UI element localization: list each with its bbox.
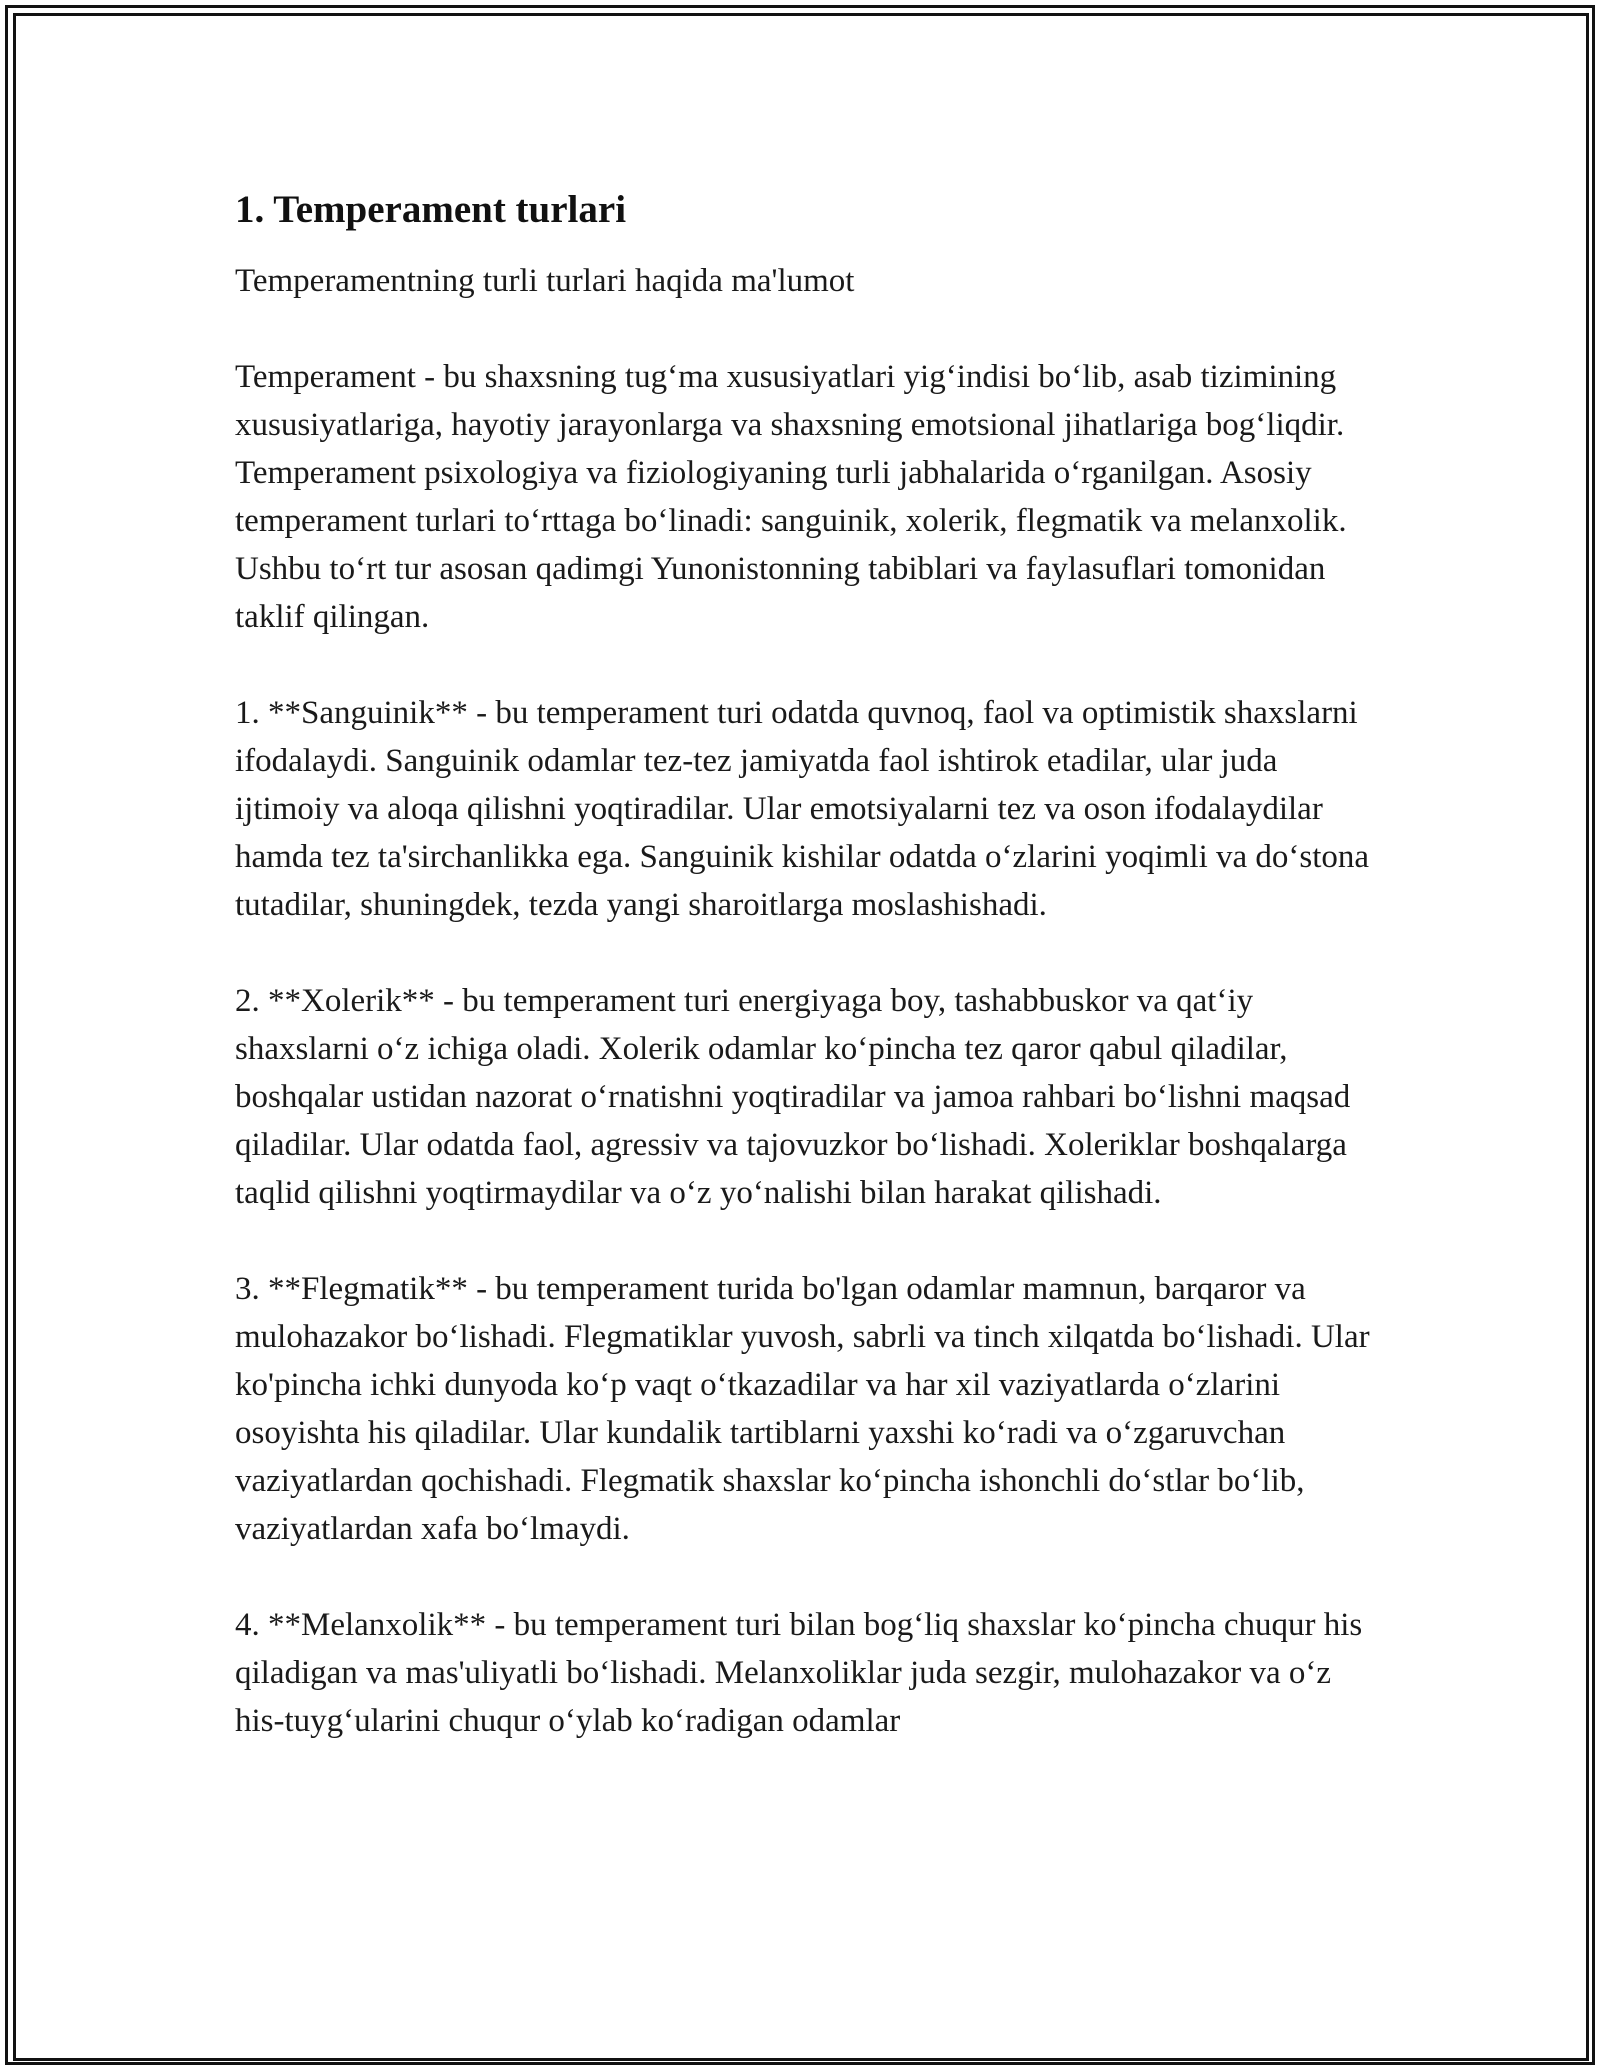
- paragraph-xolerik: 2. **Xolerik** - bu temperament turi energiyaga boy, tashabbuskor va qat‘iy shaxslarni o‘z ichiga oladi. Xolerik odamlar ko‘pincha tez qaror qabul qiladilar, boshqalar ustidan nazorat o‘rnatishni yoqtiradilar va jamoa rahbari bo‘lishni maqsad qiladilar. Ular odatda faol, agressiv va tajovuzkor bo‘lishadi. Xoleriklar boshqalarga taqlid qilishni yoqtirmaydilar va o‘z yo‘nalishi bilan harakat qilishadi.: [235, 983, 1351, 1211]
- subtitle: Temperamentning turli turlari haqida ma'lumot: [235, 263, 855, 299]
- section-heading: 1. Temperament turlari: [235, 188, 627, 231]
- paragraph-intro: Temperament - bu shaxsning tug‘ma xususiyatlari yig‘indisi bo‘lib, asab tizimining xususiyatlariga, hayotiy jarayonlarga va shaxsning emotsional jihatlariga bog‘liqdir. Temperament psixologiya va fiziologiyaning turli jabhalarida o‘rganilgan. Asosiy temperament turlari to‘rttaga bo‘linadi: sanguinik, xolerik, flegmatik va melanxolik. Ushbu to‘rt tur asosan qadimgi Yunonistonning tabiblari va faylasuflari tomonidan taklif qilingan.: [235, 359, 1347, 635]
- paragraph-sanguinik: 1. **Sanguinik** - bu temperament turi odatda quvnoq, faol va optimistik shaxslarni ifodalaydi. Sanguinik odamlar tez-tez jamiyatda faol ishtirok etadilar, ular juda ijtimoiy va aloqa qilishni yoqtiradilar. Ular emotsiyalarni tez va oson ifodalaydilar hamda tez ta'sirchanlikka ega. Sanguinik kishilar odatda o‘zlarini yoqimli va do‘stona tutadilar, shuningdek, tezda yangi sharoitlarga moslashishadi.: [235, 695, 1370, 923]
- paragraph-flegmatik: 3. **Flegmatik** - bu temperament turida bo'lgan odamlar mamnun, barqaror va mulohazakor bo‘lishadi. Flegmatiklar yuvosh, sabrli va tinch xilqatda bo‘lishadi. Ular ko'pincha ichki dunyoda ko‘p vaqt o‘tkazadilar va har xil vaziyatlarda o‘zlarini osoyishta his qiladilar. Ular kundalik tartiblarni yaxshi ko‘radi va o‘zgaruvchan vaziyatlardan qochishadi. Flegmatik shaxslar ko‘pincha ishonchli do‘stlar bo‘lib, vaziyatlardan xafa bo‘lmaydi.: [235, 1271, 1370, 1547]
- document-page: [235, 185, 1385, 1793]
- paragraph-melanxolik: 4. **Melanxolik** - bu temperament turi bilan bog‘liq shaxslar ko‘pincha chuqur his qiladigan va mas'uliyatli bo‘lishadi. Melanxoliklar juda sezgir, mulohazakor va o‘z his-tuyg‘ularini chuqur o‘ylab ko‘radigan odamlar: [235, 1607, 1363, 1739]
